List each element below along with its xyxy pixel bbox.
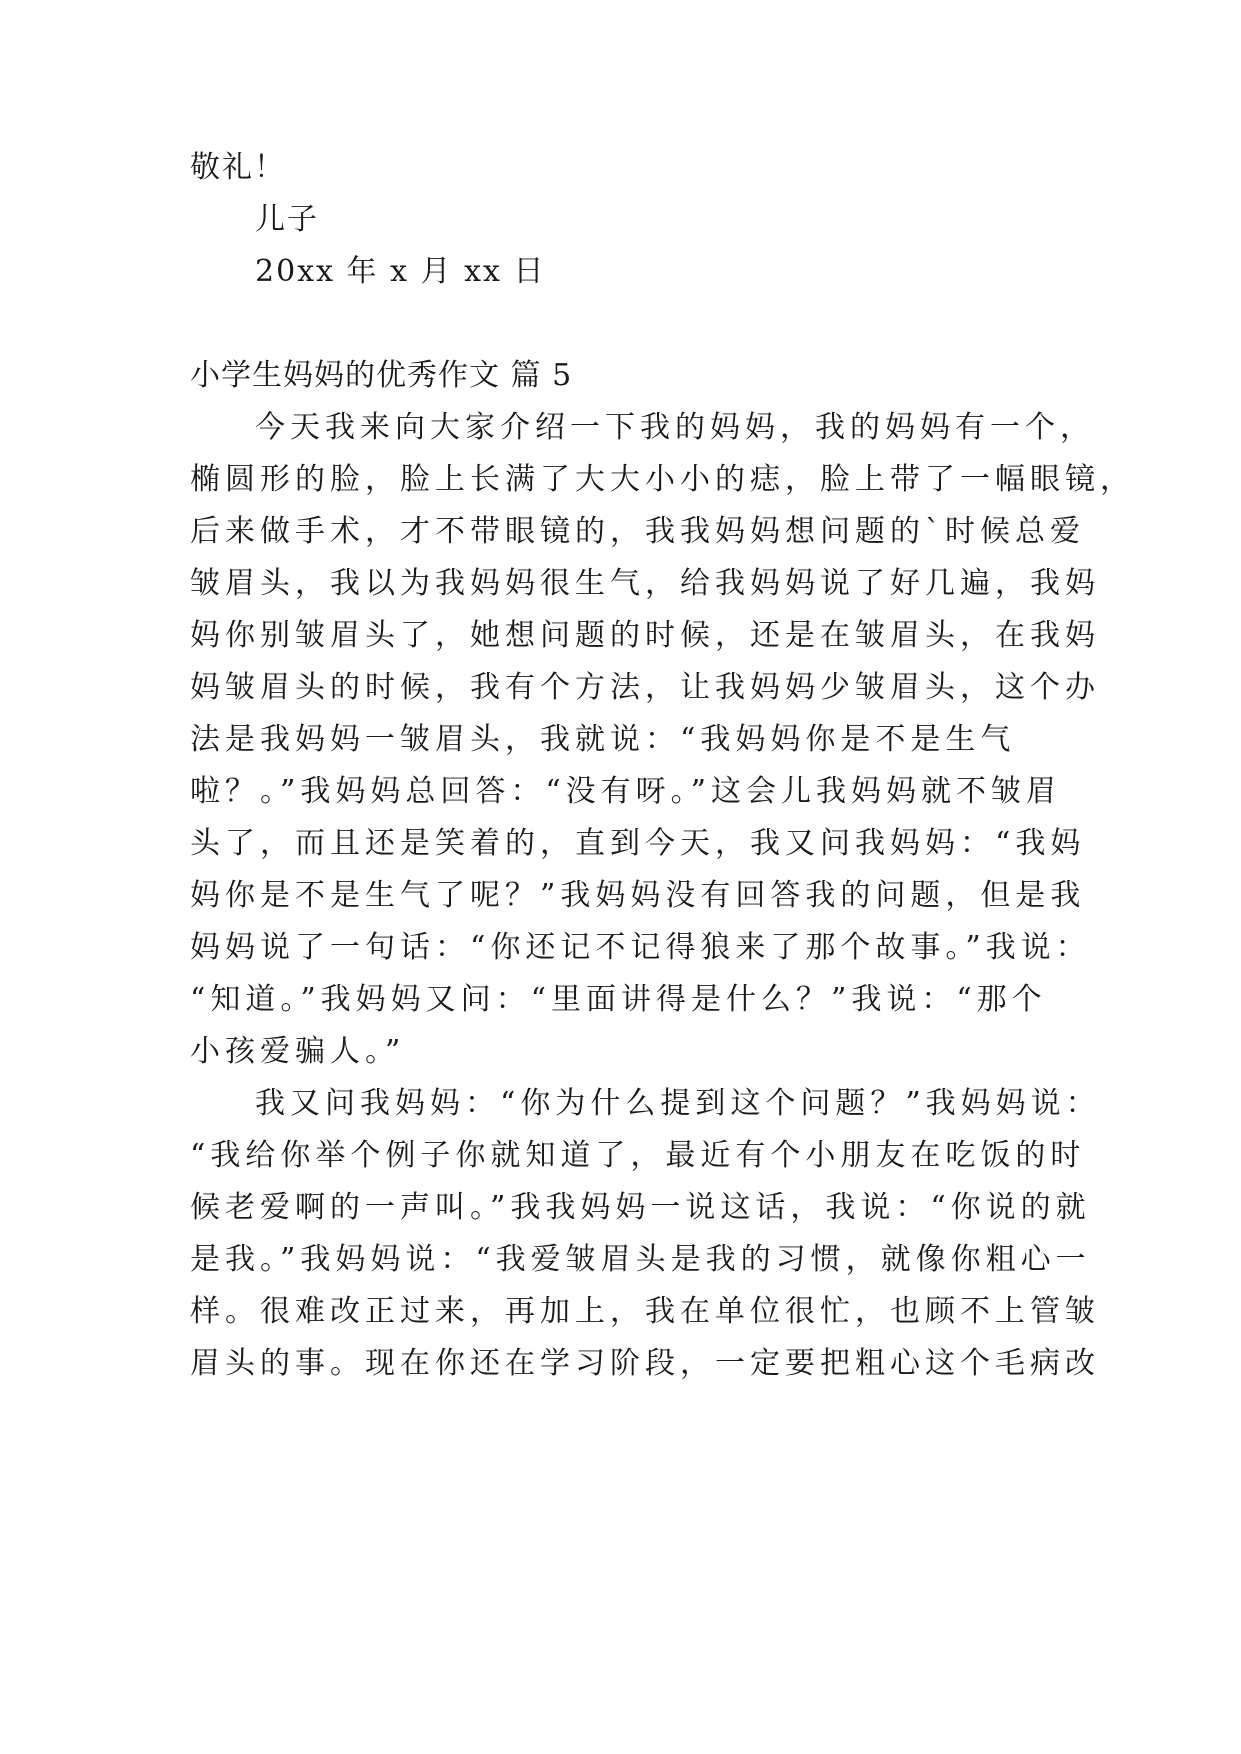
paragraph-1-line: 妈你是不是生气了呢？”我妈妈没有回答我的问题，但是我	[190, 878, 1086, 913]
section-title: 小学生妈妈的优秀作文 篇 5	[190, 358, 573, 393]
paragraph-2-line: 候老爱啊的一声叫。”我我妈妈一说这话，我说：“你说的就	[190, 1190, 1091, 1225]
paragraph-1-line: 椭圆形的脸，脸上长满了大大小小的痣，脸上带了一幅眼镜，	[190, 462, 1135, 497]
paragraph-1-line: 妈你别皱眉头了，她想问题的时候，还是在皱眉头，在我妈	[190, 618, 1100, 653]
paragraph-1-line: 后来做手术，才不带眼镜的，我我妈妈想问题的`时候总爱	[190, 514, 1085, 549]
signature: 儿子	[255, 202, 319, 237]
paragraph-1-line: 啦？。”我妈妈总回答：“没有呀。”这会儿我妈妈就不皱眉	[190, 774, 1062, 809]
closing-salute: 敬礼！	[190, 150, 286, 185]
paragraph-2-line: “我给你举个例子你就知道了，最近有个小朋友在吃饭的时	[190, 1138, 1086, 1173]
paragraph-1-line: 皱眉头，我以为我妈妈很生气，给我妈妈说了好几遍，我妈	[190, 566, 1100, 601]
date-line: 20xx 年 x 月 xx 日	[255, 254, 546, 289]
paragraph-2-line: 我又问我妈妈：“你为什么提到这个问题？”我妈妈说：	[255, 1086, 1101, 1121]
paragraph-1-line: 妈皱眉头的时候，我有个方法，让我妈妈少皱眉头，这个办	[190, 670, 1100, 705]
paragraph-1-line: 妈妈说了一句话：“你还记不记得狼来了那个故事。”我说：	[190, 930, 1091, 965]
paragraph-1-line: 今天我来向大家介绍一下我的妈妈，我的妈妈有一个，	[255, 410, 1095, 445]
paragraph-1-line: “知道。”我妈妈又问：“里面讲得是什么？”我说：“那个	[190, 982, 1047, 1017]
paragraph-1-line: 头了，而且还是笑着的，直到今天，我又问我妈妈：“我妈	[190, 826, 1086, 861]
paragraph-2-line: 样。很难改正过来，再加上，我在单位很忙，也顾不上管皱	[190, 1294, 1100, 1329]
paragraph-2-line: 是我。”我妈妈说：“我爱皱眉头是我的习惯，就像你粗心一	[190, 1242, 1091, 1277]
paragraph-2-line: 眉头的事。现在你还在学习阶段，一定要把粗心这个毛病改	[190, 1346, 1100, 1381]
paragraph-1-line: 小孩爱骗人。”	[190, 1034, 406, 1069]
paragraph-1-line: 法是我妈妈一皱眉头，我就说：“我妈妈你是不是生气	[190, 722, 1016, 757]
